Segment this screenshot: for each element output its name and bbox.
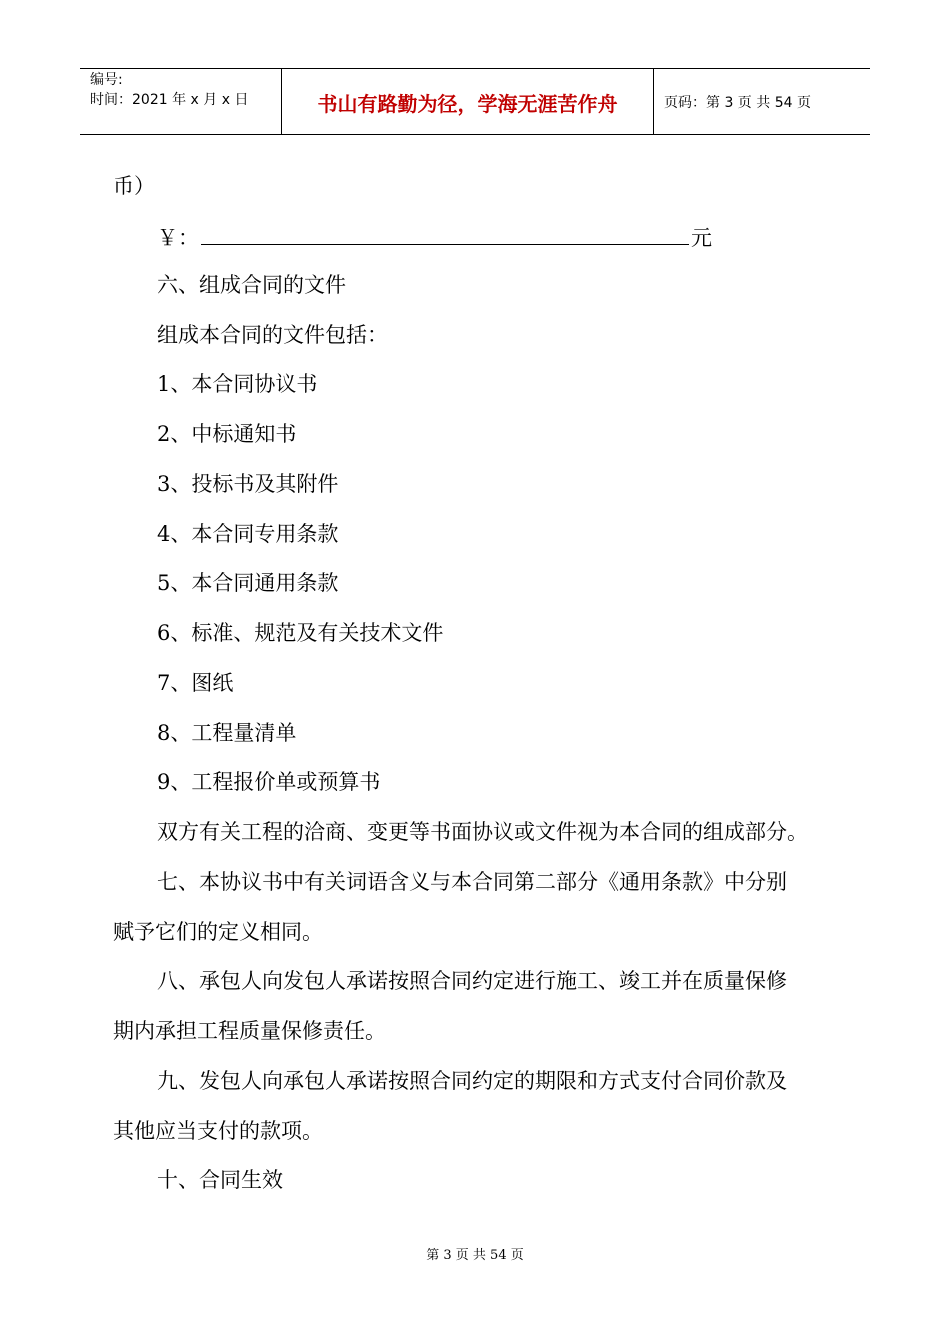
yen-label: ￥： — [157, 226, 199, 250]
doc-list-item: 3、投标书及其附件 — [157, 472, 339, 496]
doc-list-item: 8、工程量清单 — [157, 721, 297, 745]
section-8-line-1: 八、承包人向发包人承诺按照合同约定进行施工、竣工并在质量保修 — [157, 969, 787, 993]
currency-tail-line: 币） — [113, 174, 155, 198]
section-6-note: 双方有关工程的洽商、变更等书面协议或文件视为本合同的组成部分。 — [157, 820, 808, 844]
amount-blank — [201, 222, 689, 245]
header-right-cell — [654, 69, 870, 134]
section-9-line-2: 其他应当支付的款项。 — [113, 1119, 323, 1143]
number-label: 编号: — [90, 72, 123, 88]
section-6-intro: 组成本合同的文件包括： — [157, 323, 388, 347]
doc-list-item: 6、标准、规范及有关技术文件 — [157, 621, 444, 645]
doc-list-item: 1、本合同协议书 — [157, 372, 318, 396]
header-motto: 书山有路勤为径，学海无涯苦作舟 — [317, 92, 618, 116]
page-header — [80, 68, 870, 135]
header-left-cell — [80, 69, 282, 134]
section-10-title: 十、合同生效 — [157, 1168, 283, 1192]
doc-list-item: 4、本合同专用条款 — [157, 522, 339, 546]
doc-list-item: 5、本合同通用条款 — [157, 571, 339, 595]
section-7-line-2: 赋予它们的定义相同。 — [113, 920, 323, 944]
section-9-line-1: 九、发包人向承包人承诺按照合同约定的期限和方式支付合同价款及 — [157, 1069, 787, 1093]
time-label: 时间：2021 年 x 月 x 日 — [90, 92, 249, 108]
section-8-line-2: 期内承担工程质量保修责任。 — [113, 1019, 386, 1043]
header-page-info: 页码：第 3 页 共 54 页 — [664, 95, 811, 111]
section-6-title: 六、组成合同的文件 — [157, 273, 346, 297]
doc-list-item: 7、图纸 — [157, 671, 234, 695]
doc-list-item: 9、工程报价单或预算书 — [157, 770, 381, 794]
amount-line — [157, 222, 712, 252]
header-middle-cell — [282, 69, 654, 134]
doc-list-item: 2、中标通知书 — [157, 422, 297, 446]
page-footer: 第 3 页 共 54 页 — [426, 1248, 524, 1263]
yuan-label: 元 — [691, 226, 712, 250]
section-7-line-1: 七、本协议书中有关词语含义与本合同第二部分《通用条款》中分别 — [157, 870, 787, 894]
